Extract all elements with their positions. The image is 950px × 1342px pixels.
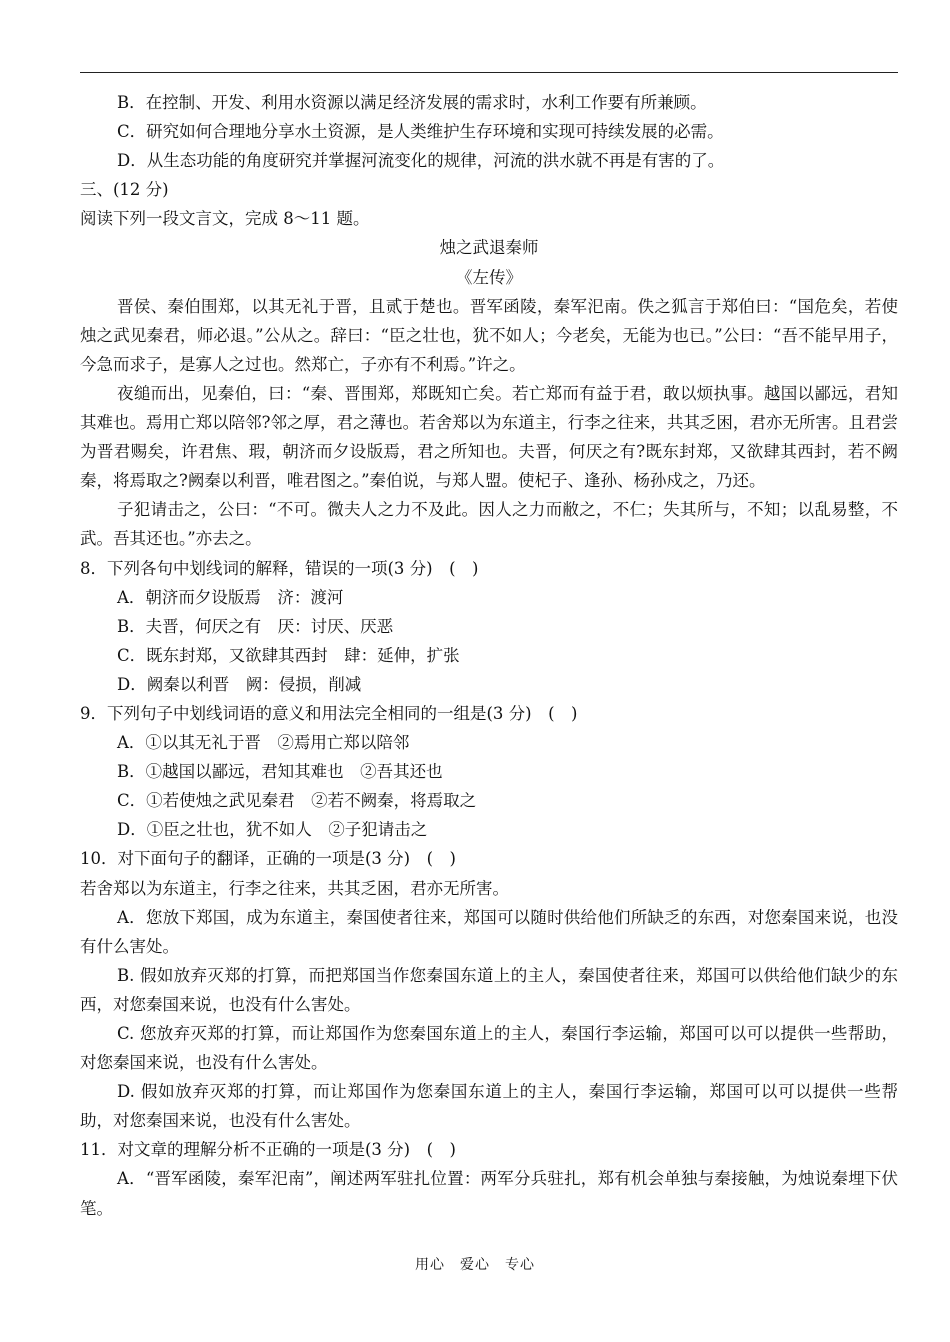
question-8-option: D．阙秦以利晋 阙：侵损，削减	[117, 674, 362, 694]
passage-source: 《左传》	[456, 267, 522, 287]
option-line: B．在控制、开发、利用水资源以满足经济发展的需求时，水利工作要有所兼顾。	[117, 93, 707, 112]
page-footer: 用心 爱心 专心	[415, 1257, 535, 1273]
passage-title: 烛之武退秦师	[439, 238, 539, 258]
header-rule	[80, 72, 898, 73]
section-heading: 三、(12 分)	[80, 180, 169, 200]
question-11-stem: 11．对文章的理解分析不正确的一项是(3 分) ( )	[80, 1140, 456, 1160]
question-9-option: D．①臣之壮也，犹不如人 ②子犯请击之	[117, 820, 428, 840]
question-8-option: A．朝济而夕设版焉 济：渡河	[117, 587, 344, 607]
question-10-stem: 10．对下面句子的翻译，正确的一项是(3 分) ( )	[80, 849, 456, 869]
question-11-option: A．“晋军函陵，秦军汜南”，阐述两军驻扎位置：两军分兵驻扎，郑有机会单独与秦接触，为烛说秦埋下伏笔。	[80, 1169, 898, 1218]
passage-paragraph: 夜缒而出，见秦伯，曰：“秦、晋围郑，郑既知亡矣。若亡郑而有益于君，敢以烦执事。越国以鄙远，君知其难也。焉用亡郑以陪邻?邻之厚，君之薄也。若舍郑以为东道主，行李之往来，共其乏困，君亦无所害。且君尝为晋君赐矣，许君焦、瑕，朝济而夕设版焉，君之所知也。夫晋，何厌之有?既东封郑，又欲肆其西封，若不阙秦，将焉取之?阙秦以利晋，唯君图之。”秦伯说，与郑人盟。使杞子、逢孙、杨孙戍之，乃还。	[80, 383, 898, 491]
question-10-option: C. 您放弃灭郑的打算，而让郑国作为您秦国东道上的主人，秦国行李运输，郑国可以可以提供一些帮助，对您秦国来说，也没有什么害处。	[80, 1024, 898, 1073]
question-9-option: C．①若使烛之武见秦君 ②若不阙秦，将焉取之	[117, 791, 477, 811]
question-9-option: B．①越国以鄙远，君知其难也 ②吾其还也	[117, 762, 443, 782]
document-body	[80, 88, 898, 1223]
question-8-option: B．夫晋，何厌之有 厌：讨厌、厌恶	[117, 616, 394, 636]
question-8-stem: 8．下列各句中划线词的解释，错误的一项(3 分) ( )	[80, 558, 479, 578]
option-line: C．研究如何合理地分享水土资源，是人类维护生存环境和实现可持续发展的必需。	[117, 122, 724, 142]
passage-paragraph: 晋侯、秦伯围郑，以其无礼于晋，且贰于楚也。晋军函陵，秦军汜南。佚之狐言于郑伯曰：“国危矣，若使烛之武见秦君，师必退。”公从之。辞曰：“臣之壮也，犹不如人；今老矣，无能为也已。”公曰：“吾不能早用子，今急而求子，是寡人之过也。然郑亡，子亦有不利焉。”许之。	[80, 296, 898, 374]
section-instruction: 阅读下列一段文言文，完成 8～11 题。	[80, 209, 370, 229]
passage-paragraph: 子犯请击之，公曰：“不可。微夫人之力不及此。因人之力而敝之，不仁；失其所与，不知；以乱易整，不武。吾其还也。”亦去之。	[80, 500, 898, 549]
question-10-sentence: 若舍郑以为东道主，行李之往来，共其乏困，君亦无所害。	[80, 878, 509, 898]
question-10-option: D. 假如放弃灭郑的打算，而让郑国作为您秦国东道上的主人，秦国行李运输，郑国可以可以提供一些帮助，对您秦国来说，也没有什么害处。	[80, 1082, 898, 1131]
question-8-option: C．既东封郑，又欲肆其西封 肆：延伸，扩张	[117, 645, 460, 665]
question-10-option: B. 假如放弃灭郑的打算，而把郑国当作您秦国东道上的主人，秦国使者往来，郑国可以供给他们缺少的东西，对您秦国来说，也没有什么害处。	[80, 965, 898, 1014]
question-9-option: A．①以其无礼于晋 ②焉用亡郑以陪邻	[117, 733, 410, 753]
option-line: D．从生态功能的角度研究并掌握河流变化的规律，河流的洪水就不再是有害的了。	[117, 151, 725, 171]
question-10-option: A．您放下郑国，成为东道主，秦国使者往来，郑国可以随时供给他们所缺乏的东西，对您秦国来说，也没有什么害处。	[80, 907, 898, 956]
question-9-stem: 9．下列句子中划线词语的意义和用法完全相同的一组是(3 分) ( )	[80, 703, 578, 723]
